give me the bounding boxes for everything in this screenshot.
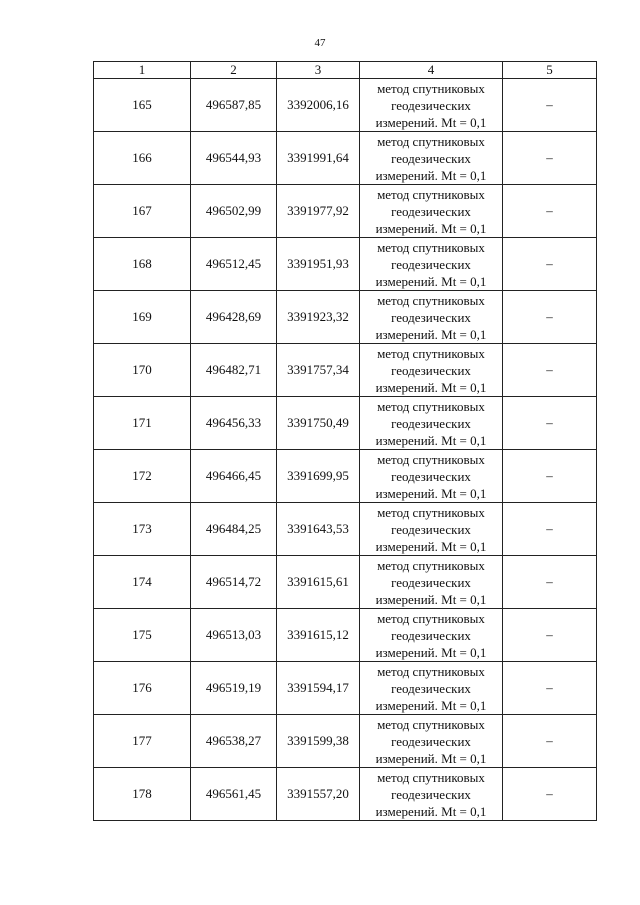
y-coordinate-cell: 3391991,64	[277, 132, 360, 185]
method-line: геодезических	[391, 203, 471, 219]
note-cell: –	[503, 609, 597, 662]
method-line: измерений. Mt = 0,1	[375, 697, 487, 713]
point-number-cell: 174	[94, 556, 191, 609]
method-cell	[360, 291, 503, 344]
note-cell: –	[503, 503, 597, 556]
y-coordinate-cell: 3391599,38	[277, 715, 360, 768]
method-line: метод спутниковых	[377, 663, 485, 679]
method-cell	[360, 662, 503, 715]
method-cell	[360, 503, 503, 556]
y-coordinate-cell: 3391757,34	[277, 344, 360, 397]
note-cell: –	[503, 768, 597, 821]
method-line: метод спутниковых	[377, 80, 485, 96]
method-line: измерений. Mt = 0,1	[375, 220, 487, 236]
method-cell	[360, 397, 503, 450]
note-cell: –	[503, 715, 597, 768]
x-coordinate-cell: 496466,45	[191, 450, 277, 503]
method-line: метод спутниковых	[377, 186, 485, 202]
table-row	[94, 450, 597, 503]
y-coordinate-cell: 3391643,53	[277, 503, 360, 556]
y-coordinate-cell: 3391750,49	[277, 397, 360, 450]
y-coordinate-cell: 3391557,20	[277, 768, 360, 821]
table-row	[94, 397, 597, 450]
point-number-cell: 172	[94, 450, 191, 503]
note-cell: –	[503, 238, 597, 291]
y-coordinate-cell: 3391615,12	[277, 609, 360, 662]
method-cell	[360, 185, 503, 238]
method-line: геодезических	[391, 521, 471, 537]
point-number-cell: 169	[94, 291, 191, 344]
table-header-row	[94, 62, 597, 79]
method-cell	[360, 609, 503, 662]
method-line: метод спутниковых	[377, 557, 485, 573]
x-coordinate-cell: 496544,93	[191, 132, 277, 185]
x-coordinate-cell: 496484,25	[191, 503, 277, 556]
x-coordinate-cell: 496512,45	[191, 238, 277, 291]
x-coordinate-cell: 496428,69	[191, 291, 277, 344]
point-number-cell: 177	[94, 715, 191, 768]
method-line: измерений. Mt = 0,1	[375, 750, 487, 766]
method-line: геодезических	[391, 150, 471, 166]
note-cell: –	[503, 662, 597, 715]
x-coordinate-cell: 496519,19	[191, 662, 277, 715]
point-number-cell: 178	[94, 768, 191, 821]
note-cell: –	[503, 132, 597, 185]
point-number-cell: 165	[94, 79, 191, 132]
y-coordinate-cell: 3391977,92	[277, 185, 360, 238]
method-line: измерений. Mt = 0,1	[375, 432, 487, 448]
table-row	[94, 609, 597, 662]
method-line: геодезических	[391, 733, 471, 749]
method-line: измерений. Mt = 0,1	[375, 273, 487, 289]
method-line: измерений. Mt = 0,1	[375, 644, 487, 660]
method-line: геодезических	[391, 309, 471, 325]
method-line: геодезических	[391, 574, 471, 590]
note-cell: –	[503, 450, 597, 503]
method-line: метод спутниковых	[377, 398, 485, 414]
table-row	[94, 715, 597, 768]
method-line: геодезических	[391, 468, 471, 484]
method-cell	[360, 768, 503, 821]
note-cell: –	[503, 397, 597, 450]
y-coordinate-cell: 3391951,93	[277, 238, 360, 291]
method-cell	[360, 715, 503, 768]
method-line: измерений. Mt = 0,1	[375, 803, 487, 819]
method-cell	[360, 132, 503, 185]
method-line: метод спутниковых	[377, 239, 485, 255]
method-line: измерений. Mt = 0,1	[375, 591, 487, 607]
method-cell	[360, 79, 503, 132]
x-coordinate-cell: 496561,45	[191, 768, 277, 821]
method-cell	[360, 450, 503, 503]
note-cell: –	[503, 79, 597, 132]
point-number-cell: 170	[94, 344, 191, 397]
point-number-cell: 168	[94, 238, 191, 291]
point-number-cell: 175	[94, 609, 191, 662]
x-coordinate-cell: 496482,71	[191, 344, 277, 397]
table-row	[94, 768, 597, 821]
point-number-cell: 166	[94, 132, 191, 185]
coordinates-table	[93, 61, 597, 821]
table-row	[94, 185, 597, 238]
x-coordinate-cell: 496514,72	[191, 556, 277, 609]
x-coordinate-cell: 496513,03	[191, 609, 277, 662]
method-line: геодезических	[391, 256, 471, 272]
y-coordinate-cell: 3392006,16	[277, 79, 360, 132]
note-cell: –	[503, 344, 597, 397]
table-row	[94, 291, 597, 344]
method-line: метод спутниковых	[377, 345, 485, 361]
y-coordinate-cell: 3391615,61	[277, 556, 360, 609]
y-coordinate-cell: 3391594,17	[277, 662, 360, 715]
method-line: геодезических	[391, 680, 471, 696]
point-number-cell: 173	[94, 503, 191, 556]
method-line: геодезических	[391, 362, 471, 378]
method-line: метод спутниковых	[377, 769, 485, 785]
method-cell	[360, 344, 503, 397]
note-cell: –	[503, 556, 597, 609]
method-cell	[360, 556, 503, 609]
method-line: геодезических	[391, 627, 471, 643]
method-line: метод спутниковых	[377, 504, 485, 520]
note-cell: –	[503, 185, 597, 238]
method-line: метод спутниковых	[377, 133, 485, 149]
method-line: метод спутниковых	[377, 451, 485, 467]
table-row	[94, 662, 597, 715]
method-line: измерений. Mt = 0,1	[375, 538, 487, 554]
x-coordinate-cell: 496502,99	[191, 185, 277, 238]
point-number-cell: 171	[94, 397, 191, 450]
method-line: измерений. Mt = 0,1	[375, 326, 487, 342]
method-line: измерений. Mt = 0,1	[375, 485, 487, 501]
table-row	[94, 132, 597, 185]
header-col-1: 1	[94, 62, 191, 79]
table-row	[94, 238, 597, 291]
point-number-cell: 176	[94, 662, 191, 715]
table-row	[94, 344, 597, 397]
table-row	[94, 556, 597, 609]
header-col-3: 3	[277, 62, 360, 79]
table-body	[94, 79, 597, 821]
method-line: измерений. Mt = 0,1	[375, 379, 487, 395]
note-cell: –	[503, 291, 597, 344]
header-col-2: 2	[191, 62, 277, 79]
method-line: измерений. Mt = 0,1	[375, 167, 487, 183]
table-row	[94, 503, 597, 556]
method-line: измерений. Mt = 0,1	[375, 114, 487, 130]
page-number: 47	[314, 37, 326, 49]
table-row	[94, 79, 597, 132]
method-line: метод спутниковых	[377, 292, 485, 308]
x-coordinate-cell: 496538,27	[191, 715, 277, 768]
method-cell	[360, 238, 503, 291]
y-coordinate-cell: 3391699,95	[277, 450, 360, 503]
y-coordinate-cell: 3391923,32	[277, 291, 360, 344]
x-coordinate-cell: 496456,33	[191, 397, 277, 450]
method-line: метод спутниковых	[377, 716, 485, 732]
x-coordinate-cell: 496587,85	[191, 79, 277, 132]
method-line: геодезических	[391, 786, 471, 802]
header-col-5: 5	[503, 62, 597, 79]
header-col-4: 4	[360, 62, 503, 79]
method-line: геодезических	[391, 415, 471, 431]
point-number-cell: 167	[94, 185, 191, 238]
method-line: метод спутниковых	[377, 610, 485, 626]
method-line: геодезических	[391, 97, 471, 113]
